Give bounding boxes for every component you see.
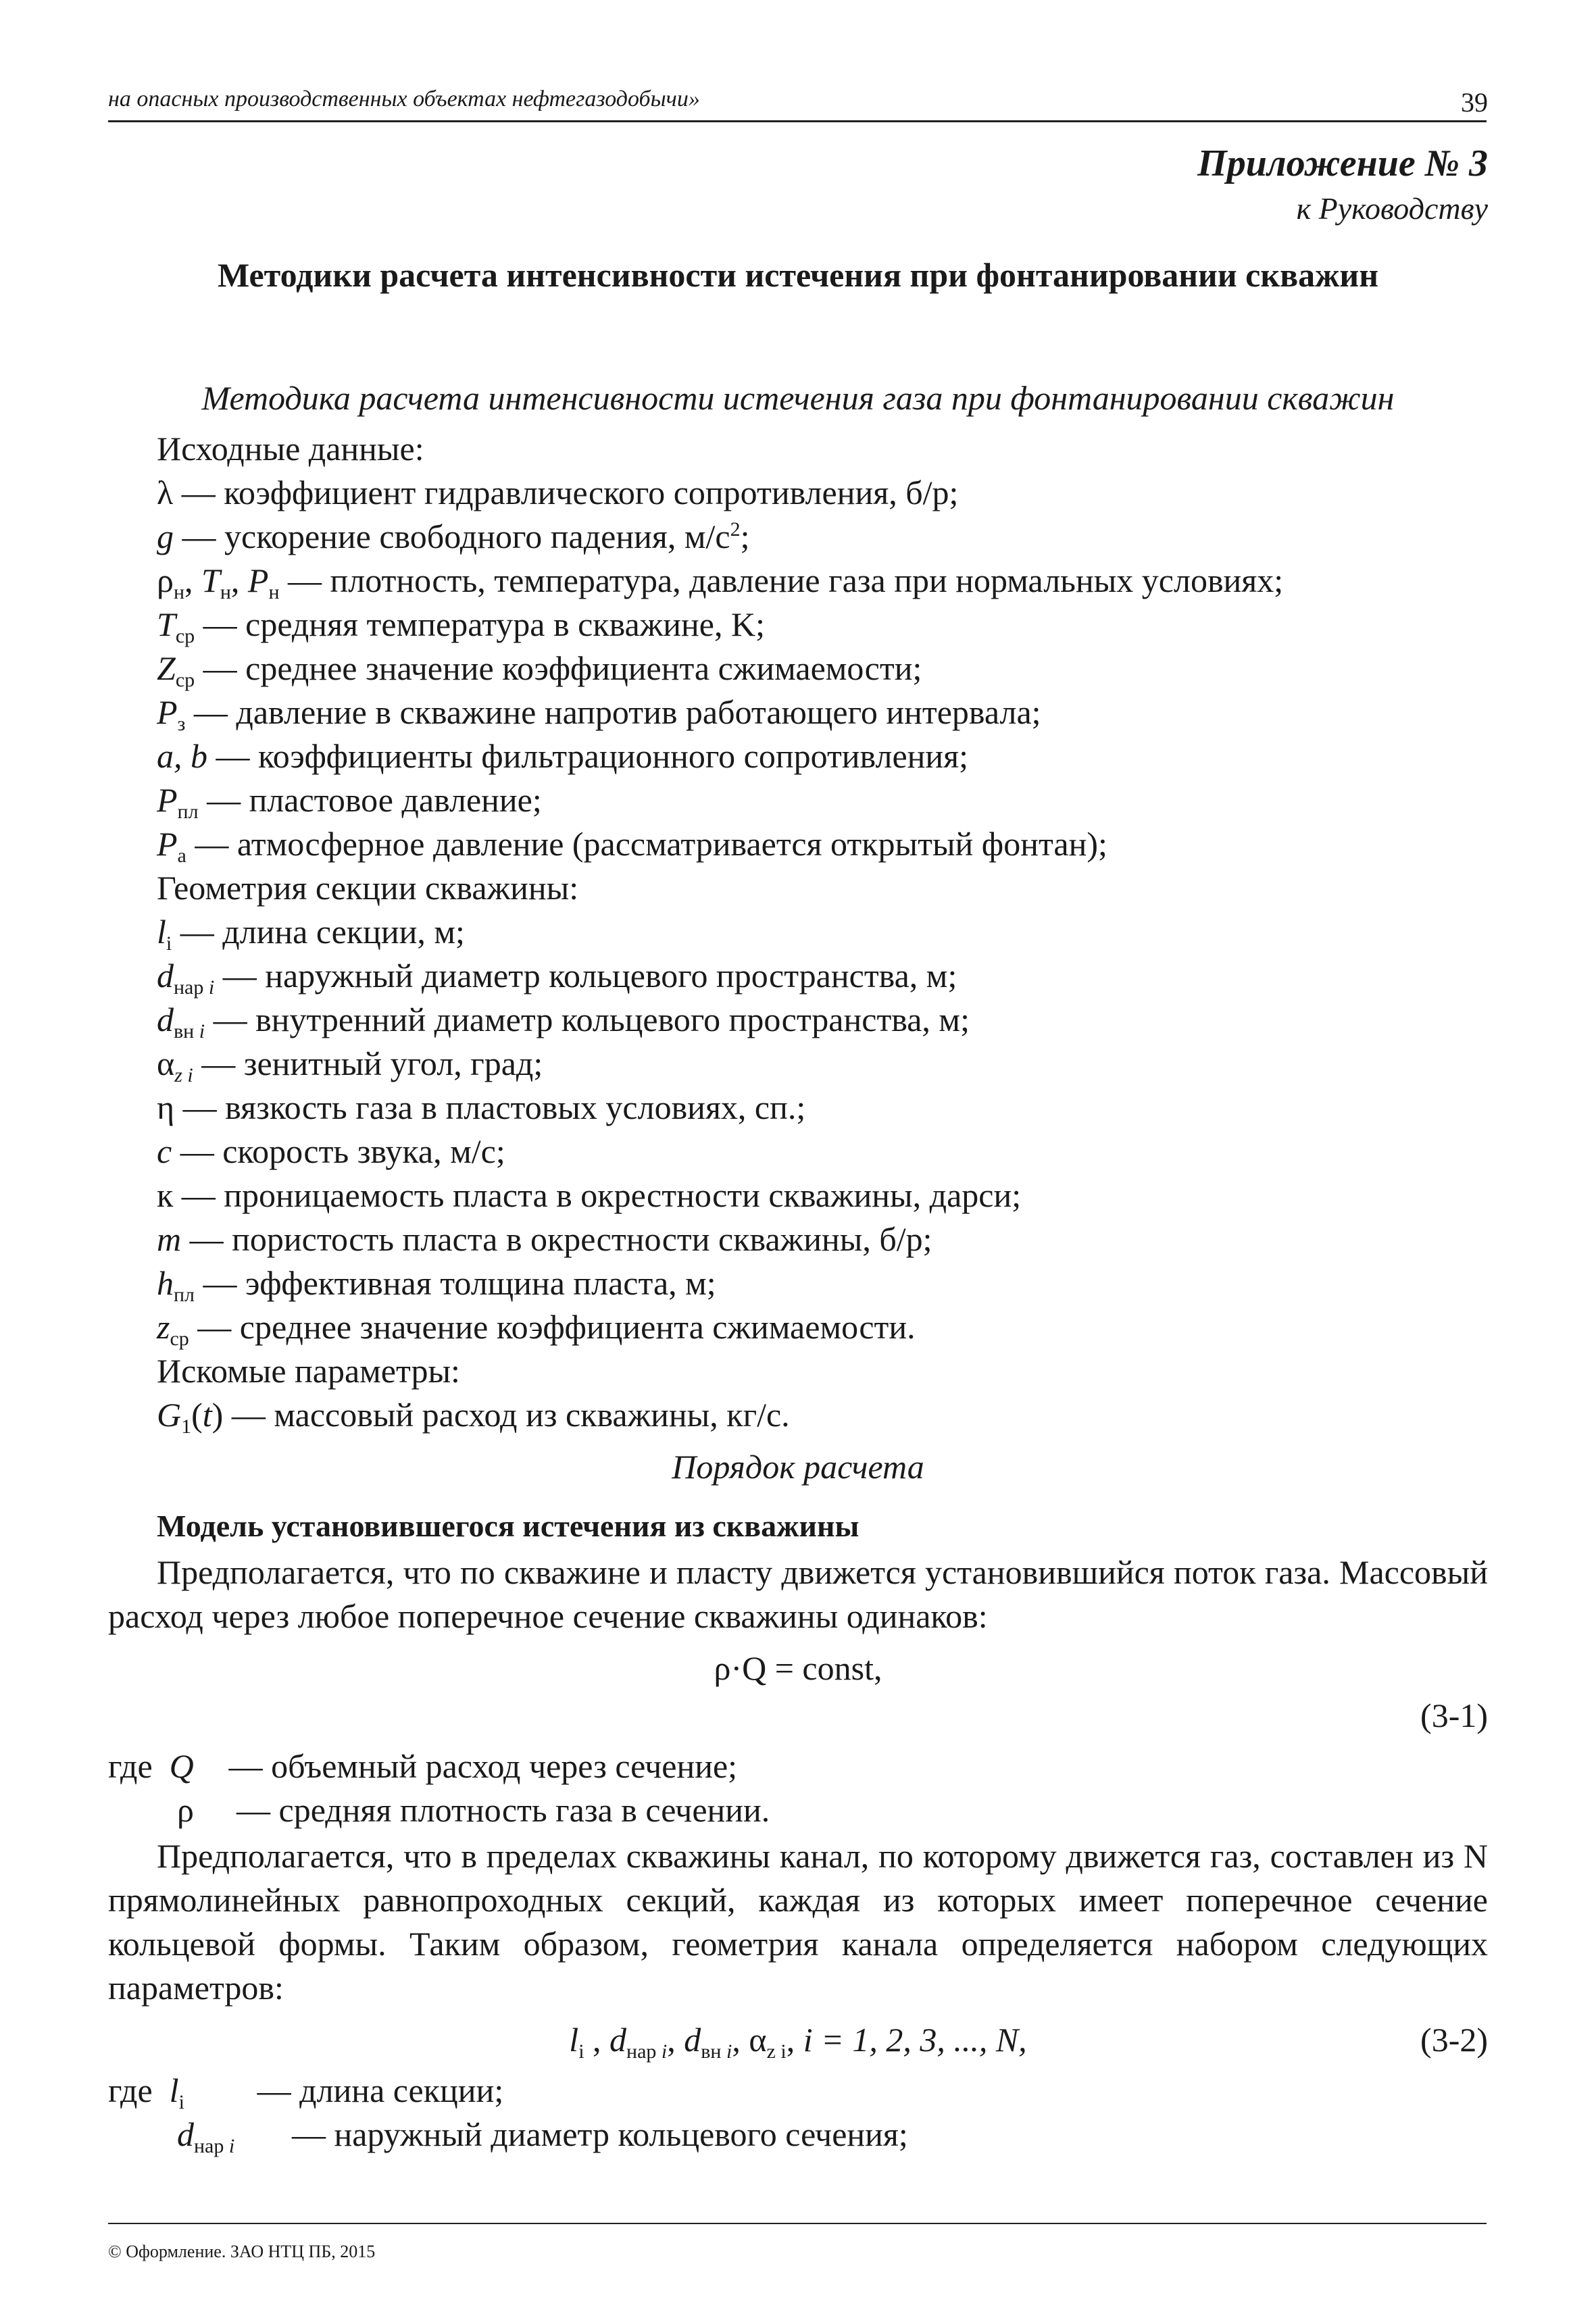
formula-3-1: ρ·Q = const, xyxy=(714,1649,882,1687)
where-li: где $l_i$ — длина секции; xyxy=(108,2071,504,2113)
param-m: m — пористость пласта в окрестности скважины, б/р; xyxy=(157,1220,932,1258)
appendix-label: Приложение № 3 xyxy=(1197,143,1488,184)
where-dnar: $d_{нар i}$ — наружный диаметр кольцевого сечения; xyxy=(177,2115,908,2157)
param-k: к — проницаемость пласта в окрестности скважины, дарси; xyxy=(157,1176,1022,1214)
param-lambda: λ — коэффициент гидравлического сопротивления, б/р; xyxy=(157,474,959,511)
param-eta: η — вязкость газа в пластовых условиях, сп.; xyxy=(157,1088,806,1126)
param-dvn: $d_{вн i}$ — внутренний диаметр кольцевого пространства, м; xyxy=(157,1001,970,1042)
running-header: на опасных производственных объектах нефтегазодобычи» xyxy=(108,86,700,111)
footer-rule xyxy=(108,2223,1487,2224)
param-pa: $P_а$ — атмосферное давление (рассматривается открытый фонтан); xyxy=(157,825,1107,867)
source-data-heading: Исходные данные: xyxy=(157,430,424,468)
param-ppl: $P_{пл}$ — пластовое давление; xyxy=(157,781,542,823)
procedure-title: Порядок расчета xyxy=(672,1448,924,1486)
param-rho-t-p: $\rho_н$, $T_н$, $P_н$ — плотность, температура, давление газа при нормальных условиях; xyxy=(157,561,1284,603)
appendix-ref: к Руководству xyxy=(1296,191,1488,226)
paragraph-2: Предполагается, что в пределах скважины канал, по которому движется газ, составлен из N прямолинейных равнопроходных секций, каждая из которых имеет поперечное сечение кольцевой формы. Таким образом, геометрия канала определяется набором следующих параметров: xyxy=(108,1837,1488,2007)
footer-copyright: © Оформление. ЗАО НТЦ ПБ, 2015 xyxy=(108,2242,376,2261)
param-hpl: $h_{пл}$ — эффективная толщина пласта, м; xyxy=(157,1264,716,1306)
param-pz: $P_з$ — давление в скважине напротив работающего интервала; xyxy=(157,693,1041,735)
param-g: g — ускорение свободного падения, $м/с^2$; xyxy=(157,518,750,555)
method-subtitle: Методика расчета интенсивности истечения газа при фонтанировании скважин xyxy=(201,379,1395,417)
param-g1: $G_1(t)$ — массовый расход из скважины, кг/с. xyxy=(157,1396,790,1438)
paragraph-1: Предполагается, что по скважине и пласту движется установившийся поток газа. Массовый расход через любое поперечное сечение скважины одинаков: xyxy=(108,1553,1488,1635)
sought-heading: Искомые параметры: xyxy=(157,1352,460,1390)
param-tsr: $T_{ср}$ — средняя температура в скважине, K; xyxy=(157,605,765,647)
where-rho: ρ — средняя плотность газа в сечении. xyxy=(177,1791,770,1829)
param-alpha: $\alpha_{z i}$ — зенитный угол, град; xyxy=(157,1045,543,1086)
param-dnar: $d_{нар i}$ — наружный диаметр кольцевого пространства, м; xyxy=(157,957,957,999)
param-ab: a, b — коэффициенты фильтрационного сопротивления; xyxy=(157,737,969,775)
param-li: $l_i$ — длина секции, м; xyxy=(157,913,465,955)
page-number: 39 xyxy=(1461,87,1488,118)
formula-3-2: $l_i$ , $d_{нар i}$, $d_{вн i}$, $\alpha_{z i}$, i = 1, 2, 3, ..., N, xyxy=(569,2021,1027,2063)
section-title: Модель установившегося истечения из скважины xyxy=(157,1509,859,1543)
where-q: где Q — объемный расход через сечение; xyxy=(108,1747,738,1785)
equation-number-3-2: (3-2) xyxy=(1420,2021,1488,2059)
geometry-heading: Геометрия секции скважины: xyxy=(157,869,579,907)
document-title: Методики расчета интенсивности истечения при фонтанировании скважин xyxy=(217,256,1379,294)
param-zsr: $Z_{ср}$ — среднее значение коэффициента сжимаемости; xyxy=(157,649,922,691)
equation-number-3-1: (3-1) xyxy=(1420,1696,1488,1734)
header-rule xyxy=(108,120,1487,122)
param-zsr2: $z_{ср}$ — среднее значение коэффициента сжимаемости. xyxy=(157,1308,916,1350)
param-c: c — скорость звука, м/с; xyxy=(157,1132,505,1170)
